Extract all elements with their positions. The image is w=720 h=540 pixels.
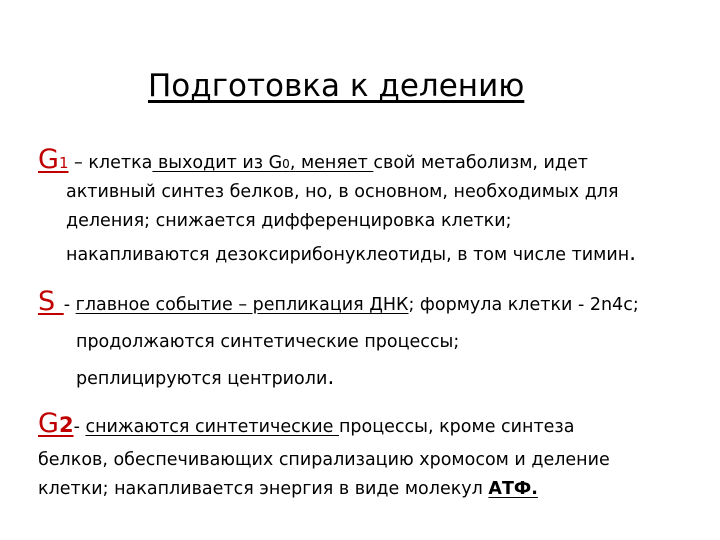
g2-rest: процессы, кроме синтеза xyxy=(338,417,575,437)
s-formula: ; формула клетки - 2n4c; xyxy=(408,295,639,315)
g2-line-3: клетки; накапливается энергия в виде молекул АТФ. xyxy=(38,479,538,499)
g1-exits: выходит из G0, меняет xyxy=(152,153,374,173)
g1-line-1 xyxy=(38,146,588,173)
g2-atp: АТФ. xyxy=(488,479,538,499)
g1-dash: – клетка xyxy=(68,153,153,173)
g2-reduced: снижаются синтетические xyxy=(85,417,339,437)
s-line-3: реплицируются центриоли. xyxy=(76,365,335,390)
g2-line-2: белков, обеспечивающих спирализацию хромосом и деление xyxy=(38,450,610,470)
g2-dash: - xyxy=(73,417,86,437)
s-line-1 xyxy=(38,288,639,315)
g2-letter: G2 xyxy=(38,408,74,439)
s-letter: S xyxy=(38,286,64,317)
g2-line-1 xyxy=(38,410,574,437)
s-dash: - xyxy=(63,295,76,315)
g1-line-3: деления; снижается дифференцировка клетки; xyxy=(66,211,512,231)
page-title: Подготовка к делению xyxy=(148,68,525,104)
g1-line-2: активный синтез белков, но, в основном, необходимых для xyxy=(66,182,619,202)
g1-letter: G1 xyxy=(38,144,69,175)
s-line-2: продолжаются синтетические процессы; xyxy=(76,332,460,352)
g1-rest: свой метаболизм, идет xyxy=(373,153,588,173)
s-main-event: главное событие – репликация ДНК xyxy=(75,295,409,315)
g1-line-4: накапливаются дезоксирибонуклеотиды, в том числе тимин. xyxy=(66,241,637,266)
